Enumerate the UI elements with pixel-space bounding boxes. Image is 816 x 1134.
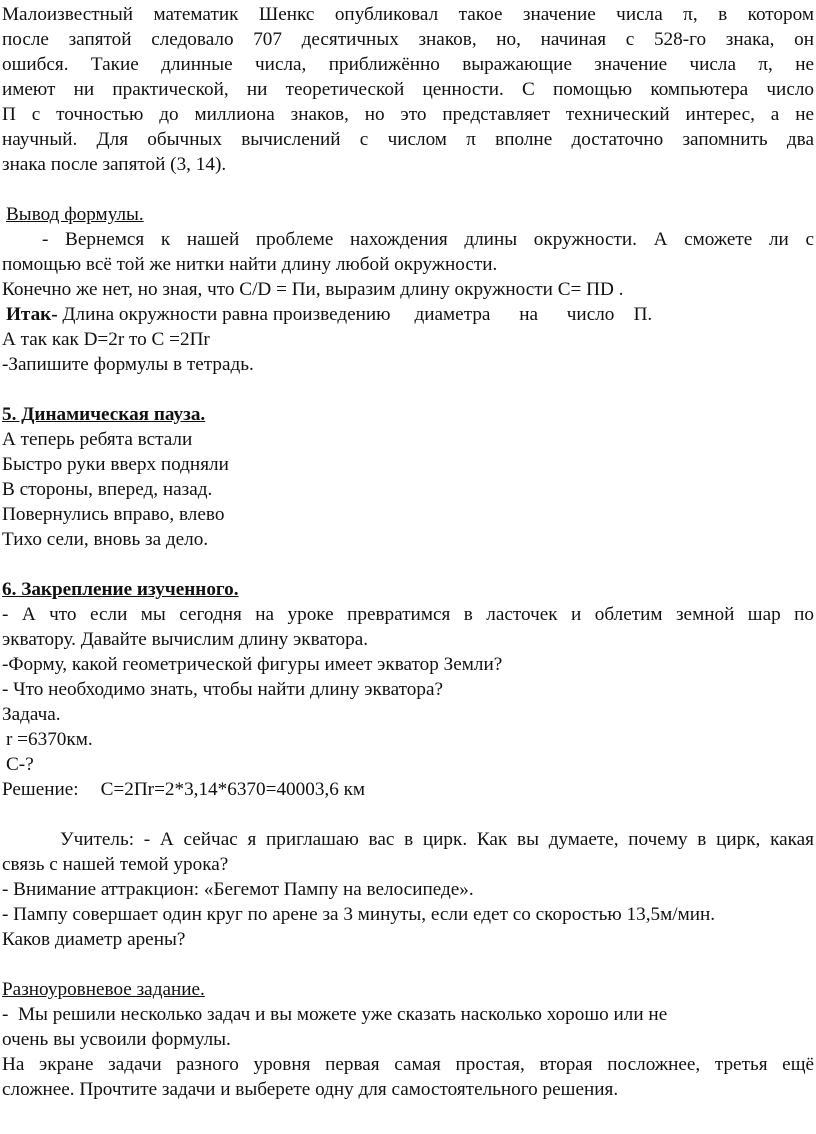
text-line: Учитель: - А сейчас я приглашаю вас в цирк. Как вы думаете, почему в цирк, какая [60,829,814,850]
text-line: - Мы решили несколько задач и вы можете уже сказать насколько хорошо или не [2,1004,668,1025]
given-radius: r =6370км. [6,729,93,750]
solution-formula: С=2Пr=2*3,14*6370=40003,6 км [100,779,366,800]
text-line: очень вы усвоили формулы. [2,1029,231,1050]
text-line: А так как D=2r то С =2Пr [2,329,210,350]
text-line: - А что если мы сегодня на уроке превратимся в ласточек и облетим земной шар по [2,604,814,625]
section-heading: 6. Закрепление изученного. [2,579,239,600]
text-line: помощью всё той же нитки найти длину любой окружности. [2,254,498,275]
text-line: научный. Для обычных вычислений с числом π вполне достаточно запомнить два [2,129,814,150]
given-unknown: С-? [6,754,34,775]
multilevel-section [2,977,814,1102]
text-line: сложнее. Прочтите задачи и выберете одну для самостоятельного решения. [2,1079,619,1100]
spacer [2,552,814,577]
text-line: -Форму, какой геометрической фигуры имеет экватор Земли? [2,654,503,675]
text-line: Конечно же нет, но зная, что C/D = Пи, выразим длину окружности C= ПD . [2,279,624,300]
spacer [2,952,814,977]
poem-line: В стороны, вперед, назад. [2,479,213,500]
solution-line [2,777,814,802]
solution-label: Решение: [2,779,79,800]
consolidation-section [2,577,814,802]
text-line: - Пампу совершает один круг по арене за 3 минуты, если едет со скоростью 13,5м/мин. [2,904,716,925]
section-heading: Вывод формулы. [6,204,144,225]
formula-section [2,202,814,377]
itak-label: Итак- [6,304,58,325]
text-line: знака после запятой (3, 14). [2,154,227,175]
intro-paragraph [2,2,814,177]
poem-line: Повернулись вправо, влево [2,504,225,525]
text-line: связь с нашей темой урока? [2,854,229,875]
text-line: П с точностью до миллиона знаков, но это представляет технический интерес, а не [2,104,814,125]
text-line: - Что необходимо знать, чтобы найти длину экватора? [2,679,443,700]
text-line: Задача. [2,704,61,725]
text-line: Каков диаметр арены? [2,929,186,950]
itak-text: Длина окружности равна произведению диаметра на число П. [57,304,653,325]
poem-line: Тихо сели, вновь за дело. [2,529,209,550]
spacer [2,802,814,827]
text-line: - Вернемся к нашей проблеме нахождения длины окружности. А сможете ли с [42,229,814,250]
circus-section [2,827,814,952]
poem-line: А теперь ребята встали [2,429,193,450]
text-line: -Запишите формулы в тетрадь. [2,354,254,375]
pause-section [2,402,814,552]
text-line: имеют ни практической, ни теоретической ценности. С помощью компьютера число [2,79,814,100]
poem-line: Быстро руки вверх подняли [2,454,229,475]
text-line: экватору. Давайте вычислим длину экватора. [2,629,369,650]
spacer [2,177,814,202]
text-line: - Внимание аттракцион: «Бегемот Пампу на велосипеде». [2,879,474,900]
section-heading: 5. Динамическая пауза. [2,404,206,425]
spacer [2,377,814,402]
text-line: ошибся. Такие длинные числа, приближённо выражающие значение числа π, не [2,54,814,75]
text-line: На экране задачи разного уровня первая самая простая, вторая посложнее, третья ещё [2,1054,814,1075]
text-line: Малоизвестный математик Шенкс опубликовал такое значение числа π, в котором [2,4,814,25]
text-line: после запятой следовало 707 десятичных знаков, но, начиная с 528-го знака, он [2,29,814,50]
section-heading: Разноуровневое задание. [2,979,205,1000]
